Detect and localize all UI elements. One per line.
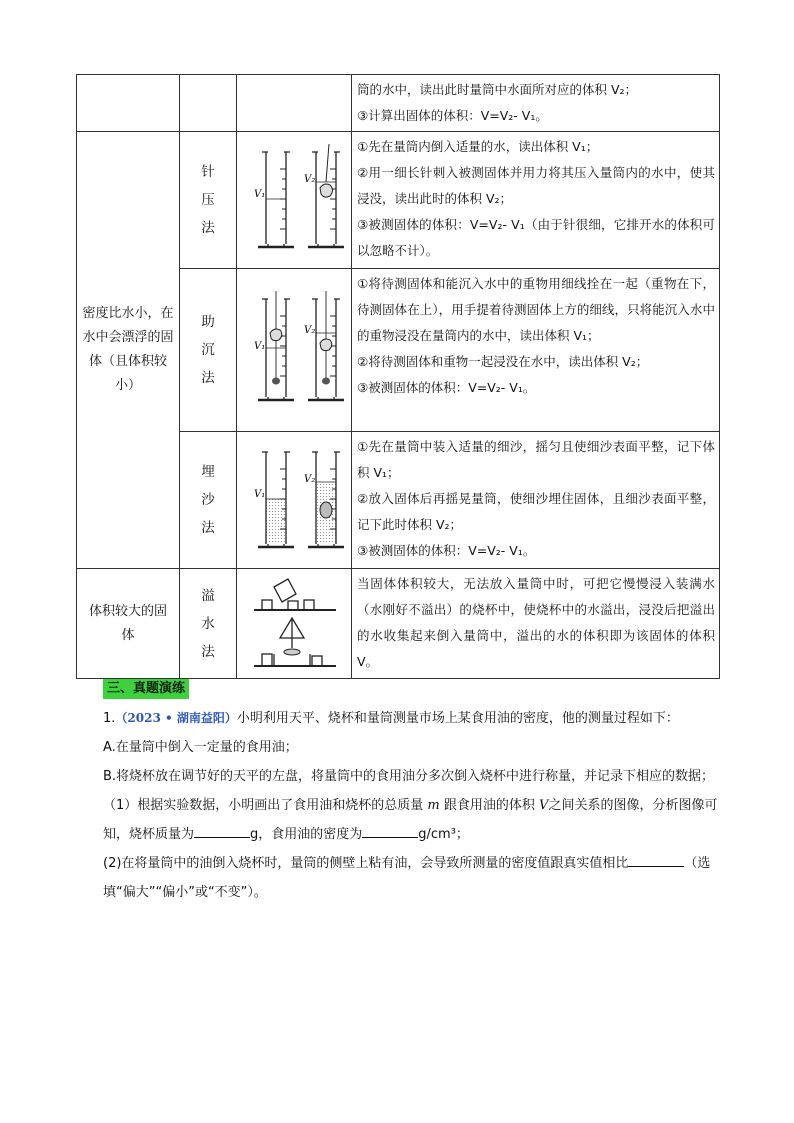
- answer-blank-density-bias[interactable]: [628, 852, 684, 867]
- sub1-text-c: 之间关系的图像，分析图像可知，烧杯质量为: [103, 798, 718, 842]
- method-name-sinker: [180, 269, 237, 432]
- overflow-steps: [352, 569, 720, 679]
- figure-label-v2: V₂: [304, 474, 316, 485]
- method-char: 沉: [201, 342, 215, 358]
- step-line: ②用一细长针刺入被测固体并用力将其压入量筒内的水中，使其浸没，读出此时的体积 V₂；: [357, 165, 715, 206]
- step-line: ①先在量筒中装入适量的细沙，摇匀且使细沙表面平整，记下体积 V₁；: [357, 439, 715, 480]
- answer-blank-oil-density[interactable]: [362, 823, 418, 838]
- method-char: 助: [201, 314, 215, 330]
- method-char: 埋: [201, 464, 215, 480]
- step-line: 当固体体积较大，无法放入量筒中时，可把它慢慢浸入装满水（水刚好不溢出）的烧杯中，使烧杯中的水溢出，浸没后把溢出的水收集起来倒入量筒中，溢出的水的体积即为该固体的体积 V。: [357, 576, 715, 669]
- category-large-cell: [77, 569, 180, 679]
- answer-blank-beaker-mass[interactable]: [194, 823, 250, 838]
- figure-label-v1: V₁: [254, 189, 266, 200]
- method-name-overflow: [180, 569, 237, 679]
- overflow-method-figure: [244, 574, 344, 674]
- methods-table: [76, 74, 720, 679]
- sand-method-figure: [244, 444, 344, 556]
- figure-sinker-cell: [237, 269, 352, 432]
- question-step-b: B.将烧杯放在调节好的天平的左盘，将量筒中的食用油分多次倒入烧杯中进行称量，并记录下相应的数据；: [103, 769, 715, 784]
- method-char: 法: [201, 370, 215, 386]
- step-line: ②放入固体后再摇晃量筒，使细沙埋住固体，且细沙表面平整，记下此时体积 V₂；: [357, 491, 715, 532]
- table-row-overflow: [77, 569, 720, 679]
- figure-needle-cell: [237, 132, 352, 269]
- needle-steps: [352, 132, 720, 269]
- question-step-a: A.在量筒中倒入一定量的食用油；: [103, 740, 298, 755]
- sand-steps: [352, 432, 720, 569]
- sinker-steps: [352, 269, 720, 432]
- sub1-unit-2: g/cm³；: [418, 827, 469, 842]
- method-name-sand: [180, 432, 237, 569]
- step-line: ①先在量筒内倒入适量的水，读出体积 V₁；: [357, 139, 599, 154]
- figure-label-v2: V₂: [304, 325, 316, 336]
- step-line: ②将待测固体和重物一起浸没在水中，读出体积 V₂；: [357, 354, 649, 369]
- question-sub2: [76, 849, 721, 907]
- method-char: 压: [201, 192, 215, 208]
- question-number: 1.: [103, 711, 116, 726]
- figure-sand-cell: [237, 432, 352, 569]
- figure-label-v1: V₁: [254, 489, 266, 500]
- symbol-m: m: [427, 798, 440, 813]
- method-char: 法: [201, 643, 215, 660]
- section-title: 三、真题演练: [103, 679, 189, 699]
- question-stem-line: [76, 704, 721, 733]
- step-line: ③被测固体的体积：V=V₂- V₁（由于针很细，它排开水的体积可以忽略不计）。: [357, 217, 715, 258]
- method-char: 法: [201, 220, 215, 236]
- symbol-v: V: [539, 798, 549, 813]
- needle-method-figure: [244, 144, 344, 256]
- method-char: 水: [201, 615, 215, 632]
- method-name-needle: [180, 132, 237, 269]
- sub2-text-b: （选填“偏大”“偏小”或“不变”）。: [103, 856, 711, 900]
- figure-label-v1: V₁: [254, 341, 266, 352]
- sub1-text-a: （1）根据实验数据，小明画出了食用油和烧杯的总质量: [103, 798, 424, 813]
- method-char: 针: [201, 164, 215, 180]
- question-block: [76, 704, 721, 907]
- step-line: ③被测固体的体积：V=V₂- V₁。: [357, 380, 536, 395]
- table-row-continued: [77, 75, 720, 132]
- question-source: （2023 • 湖南益阳）: [115, 711, 237, 725]
- figure-label-v2: V₂: [304, 174, 316, 185]
- category-large-text: 体积较大的固体: [88, 603, 167, 643]
- category-floating-text: 密度比水小，在水中会漂浮的固体（且体积较小）: [82, 306, 174, 393]
- continued-line-2: ③计算出固体的体积：V=V₂- V₁。: [357, 108, 548, 123]
- method-char: 沙: [201, 492, 215, 508]
- table-row-needle: [77, 132, 720, 269]
- step-line: ③被测固体的体积：V=V₂- V₁。: [357, 543, 536, 558]
- sub1-unit-1: g，食用油的密度为: [250, 827, 363, 842]
- question-sub1: [76, 791, 721, 849]
- method-char: 法: [201, 520, 215, 536]
- step-line: ①将待测固体和能沉入水中的重物用细线拴在一起（重物在下，待测固体在上），用手提着待测固体上方的细线，只将能沉入水中的重物浸没在量筒内的水中，读出体积 V₁；: [357, 276, 715, 343]
- continued-steps: [352, 75, 720, 132]
- sinker-method-figure: [244, 291, 344, 409]
- question-stem: 小明利用天平、烧杯和量筒测量市场上某食用油的密度，他的测量过程如下：: [236, 711, 679, 726]
- sub1-text-b: 跟食用油的体积: [443, 798, 535, 813]
- figure-overflow-cell: [237, 569, 352, 679]
- category-floating-cell: [77, 132, 180, 569]
- sub2-text-a: (2)在将量筒中的油倒入烧杯时，量筒的侧壁上粘有油，会导致所测量的密度值跟真实值相比: [103, 856, 629, 871]
- continued-line-1: 筒的水中，读出此时量筒中水面所对应的体积 V₂；: [357, 82, 638, 97]
- method-char: 溢: [201, 587, 215, 604]
